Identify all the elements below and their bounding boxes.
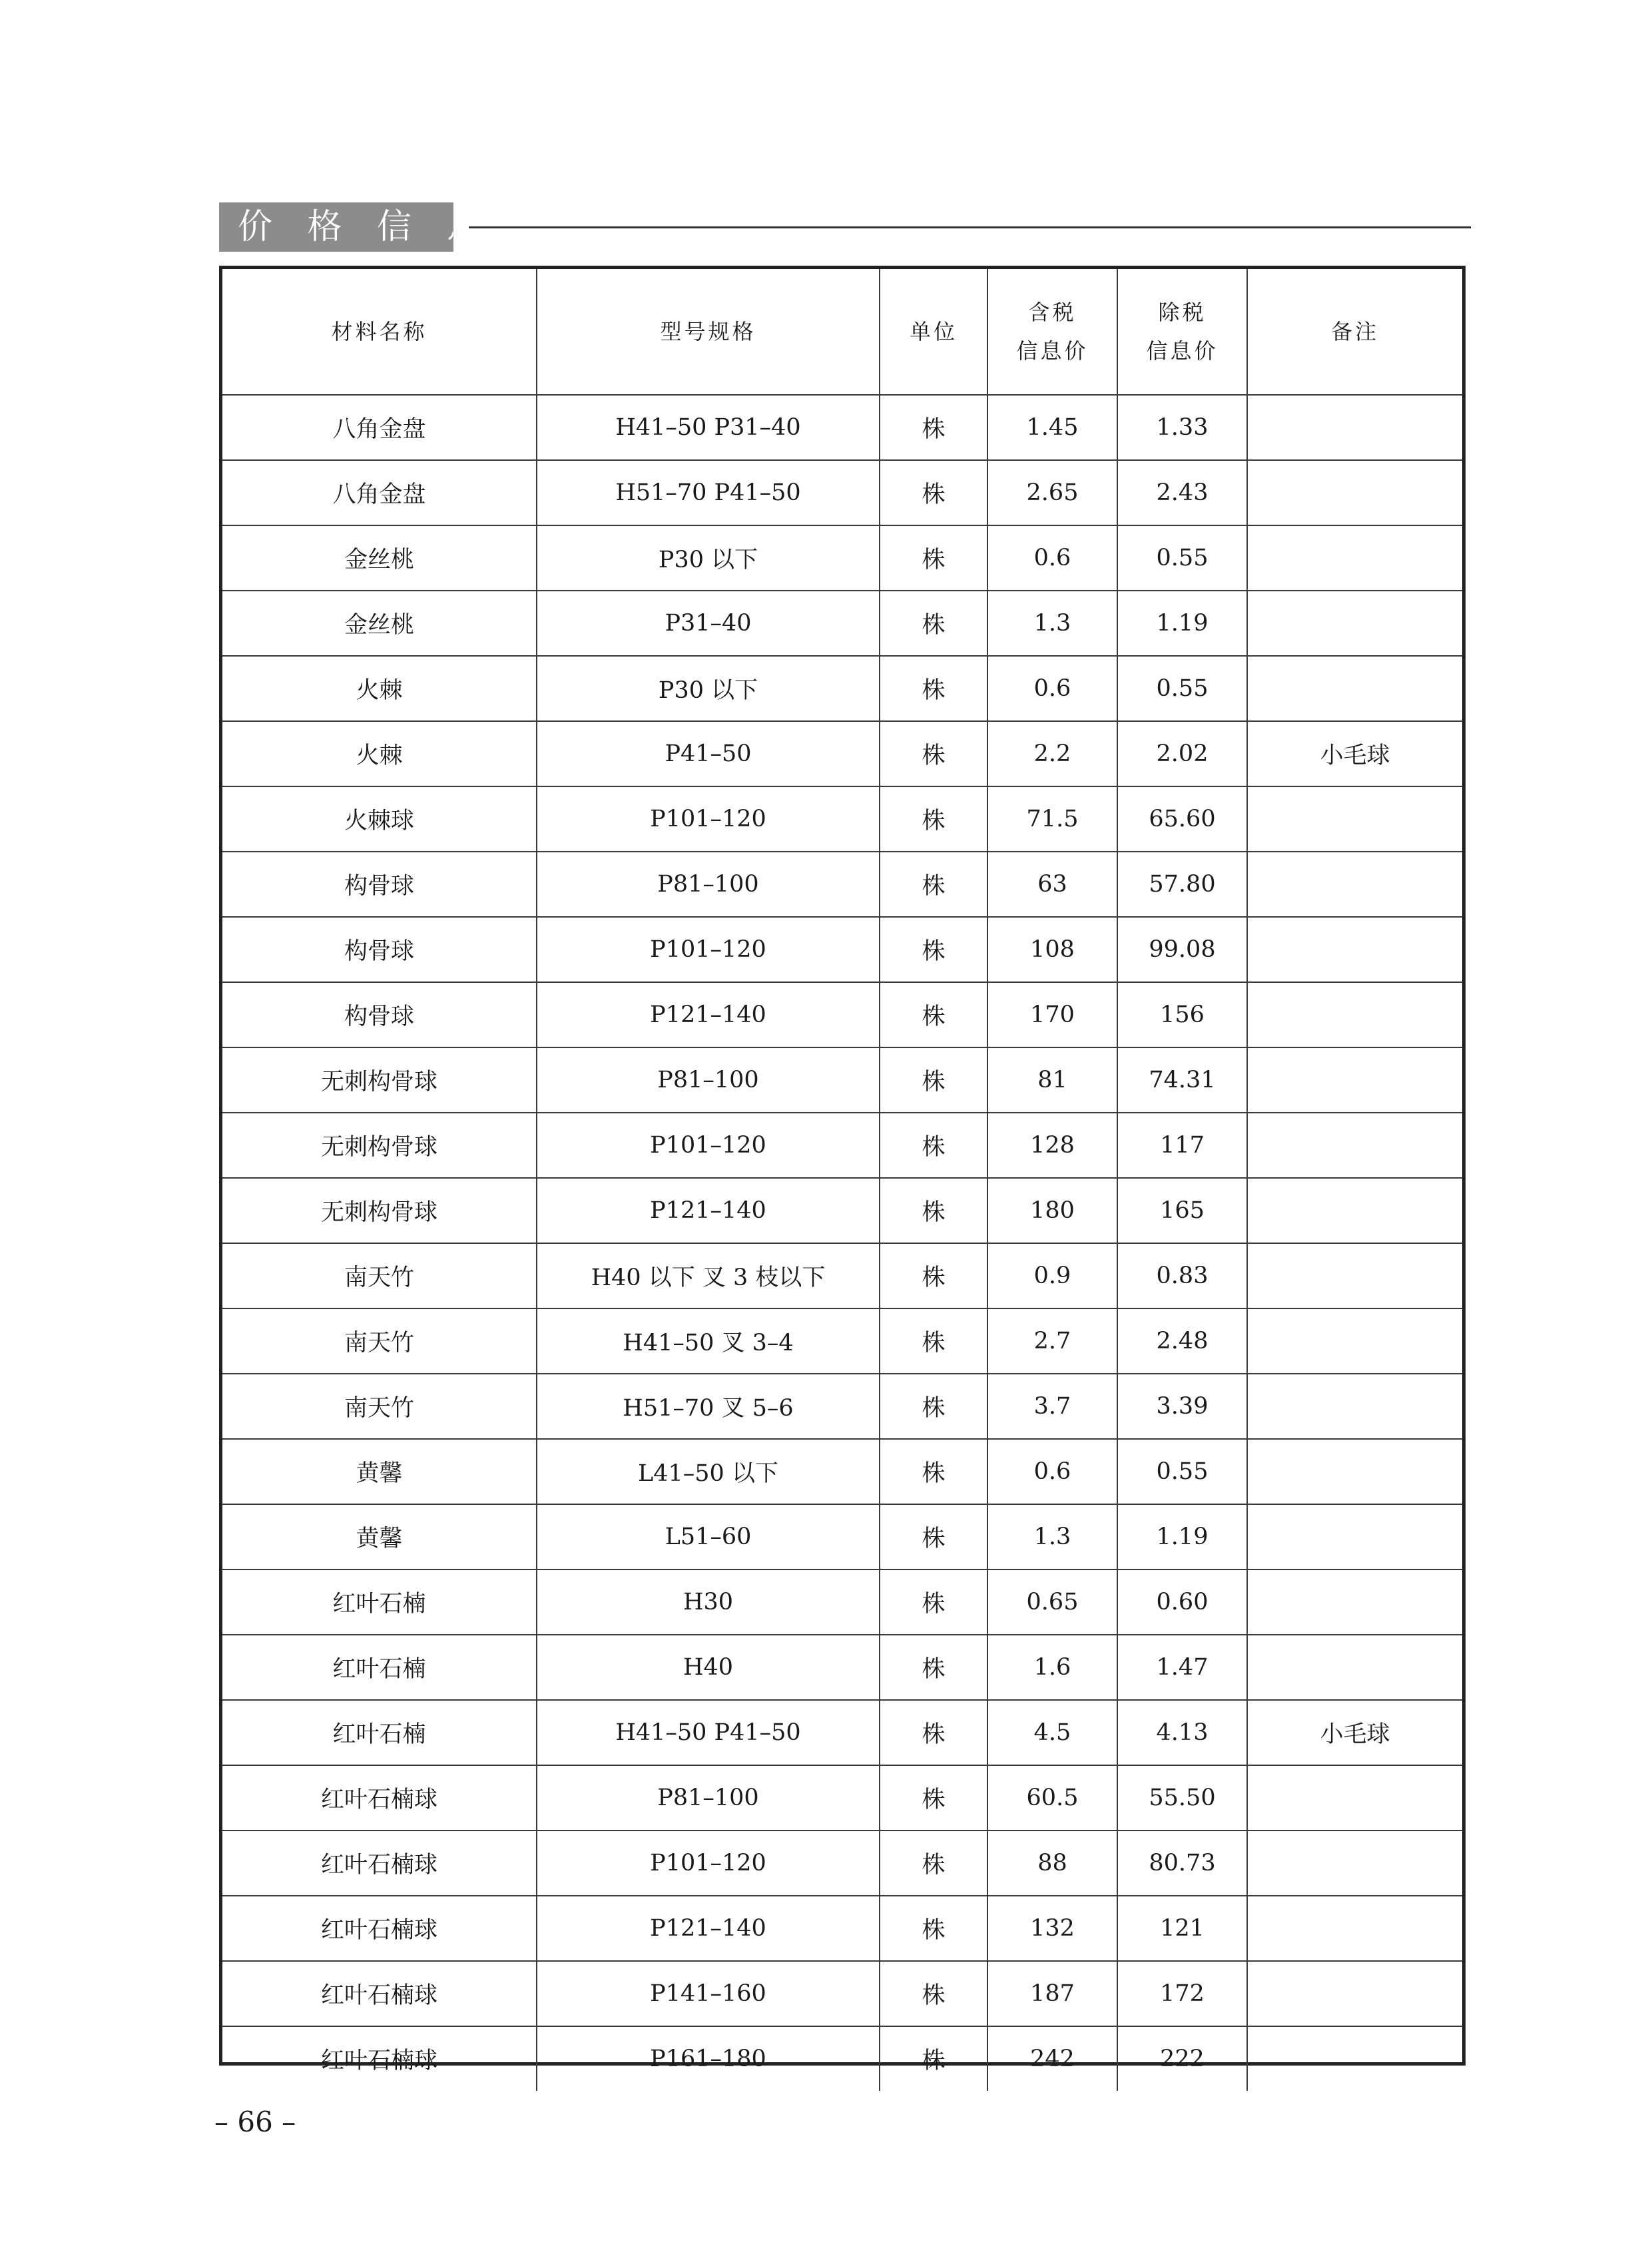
model-spec-cell: L41–50 以下 xyxy=(537,1439,880,1504)
tax-included-price-cell: 2.7 xyxy=(987,1308,1117,1374)
model-spec-cell: P81–100 xyxy=(537,1047,880,1113)
remarks-cell xyxy=(1247,1504,1462,1569)
tax-included-price-cell: 2.2 xyxy=(987,721,1117,786)
remarks-cell xyxy=(1247,917,1462,982)
tax-excluded-price-cell: 55.50 xyxy=(1117,1765,1247,1831)
price-table-frame xyxy=(219,266,1466,2074)
material-name-cell: 无刺构骨球 xyxy=(222,1113,537,1178)
tax-included-price-cell: 0.6 xyxy=(987,525,1117,591)
remarks-cell xyxy=(1247,1569,1462,1635)
unit-cell: 株 xyxy=(880,525,987,591)
tax-included-price-cell: 242 xyxy=(987,2026,1117,2091)
tax-included-price-cell: 0.65 xyxy=(987,1569,1117,1635)
remarks-cell xyxy=(1247,1047,1462,1113)
unit-cell: 株 xyxy=(880,1569,987,1635)
material-name-cell: 无刺构骨球 xyxy=(222,1178,537,1243)
table-row xyxy=(222,1765,1462,1831)
tax-excluded-price-cell: 1.19 xyxy=(1117,591,1247,656)
table-row xyxy=(222,1896,1462,1961)
tax-included-price-cell: 3.7 xyxy=(987,1374,1117,1439)
model-spec-cell: P81–100 xyxy=(537,852,880,917)
tax-included-price-cell: 71.5 xyxy=(987,786,1117,852)
remarks-cell xyxy=(1247,1113,1462,1178)
table-body xyxy=(222,395,1462,2091)
tax-included-price-cell: 187 xyxy=(987,1961,1117,2026)
unit-cell: 株 xyxy=(880,786,987,852)
tax-excluded-price-cell: 0.83 xyxy=(1117,1243,1247,1308)
tax-excluded-price-cell: 1.33 xyxy=(1117,395,1247,460)
unit-cell: 株 xyxy=(880,1896,987,1961)
remarks-cell xyxy=(1247,852,1462,917)
tax-included-price-cell: 4.5 xyxy=(987,1700,1117,1765)
header-rule xyxy=(469,226,1471,228)
material-name-cell: 红叶石楠 xyxy=(222,1635,537,1700)
remarks-cell xyxy=(1247,2026,1462,2091)
model-spec-cell: P101–120 xyxy=(537,786,880,852)
material-name-cell: 无刺构骨球 xyxy=(222,1047,537,1113)
model-spec-cell: P121–140 xyxy=(537,982,880,1047)
page-number: – 66 – xyxy=(214,2106,296,2138)
table-row xyxy=(222,1700,1462,1765)
column-header-material-name: 材料名称 xyxy=(222,269,537,395)
tax-excluded-price-cell: 99.08 xyxy=(1117,917,1247,982)
remarks-cell xyxy=(1247,1243,1462,1308)
tax-excluded-price-cell: 156 xyxy=(1117,982,1247,1047)
model-spec-cell: P101–120 xyxy=(537,1113,880,1178)
material-name-cell: 火棘 xyxy=(222,656,537,721)
model-spec-cell: P121–140 xyxy=(537,1178,880,1243)
table-row xyxy=(222,982,1462,1047)
model-spec-cell: H51–70 P41–50 xyxy=(537,460,880,525)
unit-cell: 株 xyxy=(880,1504,987,1569)
remarks-cell xyxy=(1247,395,1462,460)
material-name-cell: 黄馨 xyxy=(222,1504,537,1569)
tax-included-price-cell: 0.9 xyxy=(987,1243,1117,1308)
remarks-cell xyxy=(1247,460,1462,525)
tax-included-price-cell: 0.6 xyxy=(987,656,1117,721)
unit-cell: 株 xyxy=(880,1439,987,1504)
table-row xyxy=(222,1178,1462,1243)
tax-excluded-price-cell: 4.13 xyxy=(1117,1700,1247,1765)
tax-excluded-price-cell: 121 xyxy=(1117,1896,1247,1961)
tax-excluded-price-cell: 165 xyxy=(1117,1178,1247,1243)
remarks-cell xyxy=(1247,1178,1462,1243)
tax-excluded-price-cell: 0.55 xyxy=(1117,1439,1247,1504)
table-row xyxy=(222,1961,1462,2026)
tax-excluded-price-cell: 1.47 xyxy=(1117,1635,1247,1700)
model-spec-cell: P30 以下 xyxy=(537,525,880,591)
tax-excluded-price-cell: 1.19 xyxy=(1117,1504,1247,1569)
table-row xyxy=(222,786,1462,852)
model-spec-cell: H40 xyxy=(537,1635,880,1700)
model-spec-cell: H41–50 叉 3–4 xyxy=(537,1308,880,1374)
table-row xyxy=(222,1308,1462,1374)
material-name-cell: 红叶石楠球 xyxy=(222,1896,537,1961)
unit-cell: 株 xyxy=(880,1243,987,1308)
table-row xyxy=(222,1374,1462,1439)
material-name-cell: 红叶石楠球 xyxy=(222,1961,537,2026)
material-name-cell: 红叶石楠球 xyxy=(222,1765,537,1831)
material-name-cell: 构骨球 xyxy=(222,917,537,982)
section-header xyxy=(219,202,1471,252)
material-name-cell: 八角金盘 xyxy=(222,460,537,525)
tax-included-price-cell: 1.45 xyxy=(987,395,1117,460)
model-spec-cell: P101–120 xyxy=(537,1831,880,1896)
material-name-cell: 红叶石楠球 xyxy=(222,2026,537,2091)
price-table xyxy=(222,269,1462,2091)
tax-excluded-price-cell: 222 xyxy=(1117,2026,1247,2091)
material-name-cell: 火棘球 xyxy=(222,786,537,852)
tax-excluded-price-cell: 57.80 xyxy=(1117,852,1247,917)
tax-included-price-cell: 88 xyxy=(987,1831,1117,1896)
tax-included-price-cell: 60.5 xyxy=(987,1765,1117,1831)
material-name-cell: 构骨球 xyxy=(222,982,537,1047)
column-header-tax-excluded-price: 除税 信息价 xyxy=(1117,269,1247,395)
unit-cell: 株 xyxy=(880,1635,987,1700)
table-row xyxy=(222,2026,1462,2091)
table-row xyxy=(222,656,1462,721)
unit-cell: 株 xyxy=(880,1831,987,1896)
column-header-model-spec: 型号规格 xyxy=(537,269,880,395)
table-row xyxy=(222,460,1462,525)
tax-included-price-cell: 128 xyxy=(987,1113,1117,1178)
unit-cell: 株 xyxy=(880,460,987,525)
unit-cell: 株 xyxy=(880,1308,987,1374)
remarks-cell xyxy=(1247,1896,1462,1961)
table-header-row xyxy=(222,269,1462,395)
model-spec-cell: P31–40 xyxy=(537,591,880,656)
unit-cell: 株 xyxy=(880,2026,987,2091)
table-row xyxy=(222,1569,1462,1635)
model-spec-cell: P81–100 xyxy=(537,1765,880,1831)
tax-excluded-price-cell: 0.55 xyxy=(1117,656,1247,721)
tax-excluded-price-cell: 3.39 xyxy=(1117,1374,1247,1439)
material-name-cell: 南天竹 xyxy=(222,1308,537,1374)
table-row xyxy=(222,1439,1462,1504)
remarks-cell: 小毛球 xyxy=(1247,1700,1462,1765)
model-spec-cell: L51–60 xyxy=(537,1504,880,1569)
model-spec-cell: P101–120 xyxy=(537,917,880,982)
material-name-cell: 南天竹 xyxy=(222,1374,537,1439)
unit-cell: 株 xyxy=(880,721,987,786)
table-row xyxy=(222,525,1462,591)
remarks-cell xyxy=(1247,525,1462,591)
tax-excluded-price-cell: 74.31 xyxy=(1117,1047,1247,1113)
table-row xyxy=(222,1504,1462,1569)
model-spec-cell: H40 以下 叉 3 枝以下 xyxy=(537,1243,880,1308)
tax-included-price-cell: 81 xyxy=(987,1047,1117,1113)
table-row xyxy=(222,852,1462,917)
model-spec-cell: P30 以下 xyxy=(537,656,880,721)
table-row xyxy=(222,591,1462,656)
column-header-remarks: 备注 xyxy=(1247,269,1462,395)
tax-included-price-cell: 2.65 xyxy=(987,460,1117,525)
material-name-cell: 红叶石楠 xyxy=(222,1569,537,1635)
material-name-cell: 南天竹 xyxy=(222,1243,537,1308)
material-name-cell: 八角金盘 xyxy=(222,395,537,460)
unit-cell: 株 xyxy=(880,1961,987,2026)
remarks-cell xyxy=(1247,1308,1462,1374)
tax-included-price-cell: 63 xyxy=(987,852,1117,917)
remarks-cell xyxy=(1247,1831,1462,1896)
remarks-cell: 小毛球 xyxy=(1247,721,1462,786)
tax-excluded-price-cell: 0.60 xyxy=(1117,1569,1247,1635)
material-name-cell: 金丝桃 xyxy=(222,525,537,591)
section-title: 价 格 信 息 xyxy=(219,202,453,252)
table-row xyxy=(222,1113,1462,1178)
remarks-cell xyxy=(1247,656,1462,721)
unit-cell: 株 xyxy=(880,1178,987,1243)
tax-included-price-cell: 1.3 xyxy=(987,1504,1117,1569)
unit-cell: 株 xyxy=(880,395,987,460)
remarks-cell xyxy=(1247,591,1462,656)
unit-cell: 株 xyxy=(880,852,987,917)
model-spec-cell: P141–160 xyxy=(537,1961,880,2026)
tax-excluded-price-cell: 172 xyxy=(1117,1961,1247,2026)
material-name-cell: 构骨球 xyxy=(222,852,537,917)
model-spec-cell: P161–180 xyxy=(537,2026,880,2091)
table-row xyxy=(222,1243,1462,1308)
material-name-cell: 火棘 xyxy=(222,721,537,786)
unit-cell: 株 xyxy=(880,982,987,1047)
tax-included-price-cell: 170 xyxy=(987,982,1117,1047)
unit-cell: 株 xyxy=(880,656,987,721)
unit-cell: 株 xyxy=(880,1374,987,1439)
model-spec-cell: H51–70 叉 5–6 xyxy=(537,1374,880,1439)
tax-excluded-price-cell: 2.48 xyxy=(1117,1308,1247,1374)
unit-cell: 株 xyxy=(880,1765,987,1831)
remarks-cell xyxy=(1247,1374,1462,1439)
material-name-cell: 金丝桃 xyxy=(222,591,537,656)
tax-excluded-price-cell: 65.60 xyxy=(1117,786,1247,852)
unit-cell: 株 xyxy=(880,1700,987,1765)
unit-cell: 株 xyxy=(880,591,987,656)
remarks-cell xyxy=(1247,1765,1462,1831)
unit-cell: 株 xyxy=(880,1047,987,1113)
table-row xyxy=(222,917,1462,982)
material-name-cell: 红叶石楠 xyxy=(222,1700,537,1765)
table-row xyxy=(222,1047,1462,1113)
material-name-cell: 黄馨 xyxy=(222,1439,537,1504)
tax-included-price-cell: 180 xyxy=(987,1178,1117,1243)
model-spec-cell: P41–50 xyxy=(537,721,880,786)
table-row xyxy=(222,1635,1462,1700)
tax-excluded-price-cell: 117 xyxy=(1117,1113,1247,1178)
tax-included-price-cell: 108 xyxy=(987,917,1117,982)
unit-cell: 株 xyxy=(880,917,987,982)
model-spec-cell: H41–50 P31–40 xyxy=(537,395,880,460)
tax-included-price-cell: 1.6 xyxy=(987,1635,1117,1700)
model-spec-cell: H41–50 P41–50 xyxy=(537,1700,880,1765)
table-row xyxy=(222,721,1462,786)
tax-included-price-cell: 1.3 xyxy=(987,591,1117,656)
table-row xyxy=(222,395,1462,460)
remarks-cell xyxy=(1247,786,1462,852)
tax-included-price-cell: 132 xyxy=(987,1896,1117,1961)
tax-excluded-price-cell: 2.02 xyxy=(1117,721,1247,786)
remarks-cell xyxy=(1247,1961,1462,2026)
column-header-unit: 单位 xyxy=(880,269,987,395)
table-row xyxy=(222,1831,1462,1896)
remarks-cell xyxy=(1247,1635,1462,1700)
tax-excluded-price-cell: 0.55 xyxy=(1117,525,1247,591)
model-spec-cell: H30 xyxy=(537,1569,880,1635)
remarks-cell xyxy=(1247,1439,1462,1504)
tax-included-price-cell: 0.6 xyxy=(987,1439,1117,1504)
unit-cell: 株 xyxy=(880,1113,987,1178)
tax-excluded-price-cell: 2.43 xyxy=(1117,460,1247,525)
column-header-tax-included-price: 含税 信息价 xyxy=(987,269,1117,395)
remarks-cell xyxy=(1247,982,1462,1047)
material-name-cell: 红叶石楠球 xyxy=(222,1831,537,1896)
tax-excluded-price-cell: 80.73 xyxy=(1117,1831,1247,1896)
model-spec-cell: P121–140 xyxy=(537,1896,880,1961)
